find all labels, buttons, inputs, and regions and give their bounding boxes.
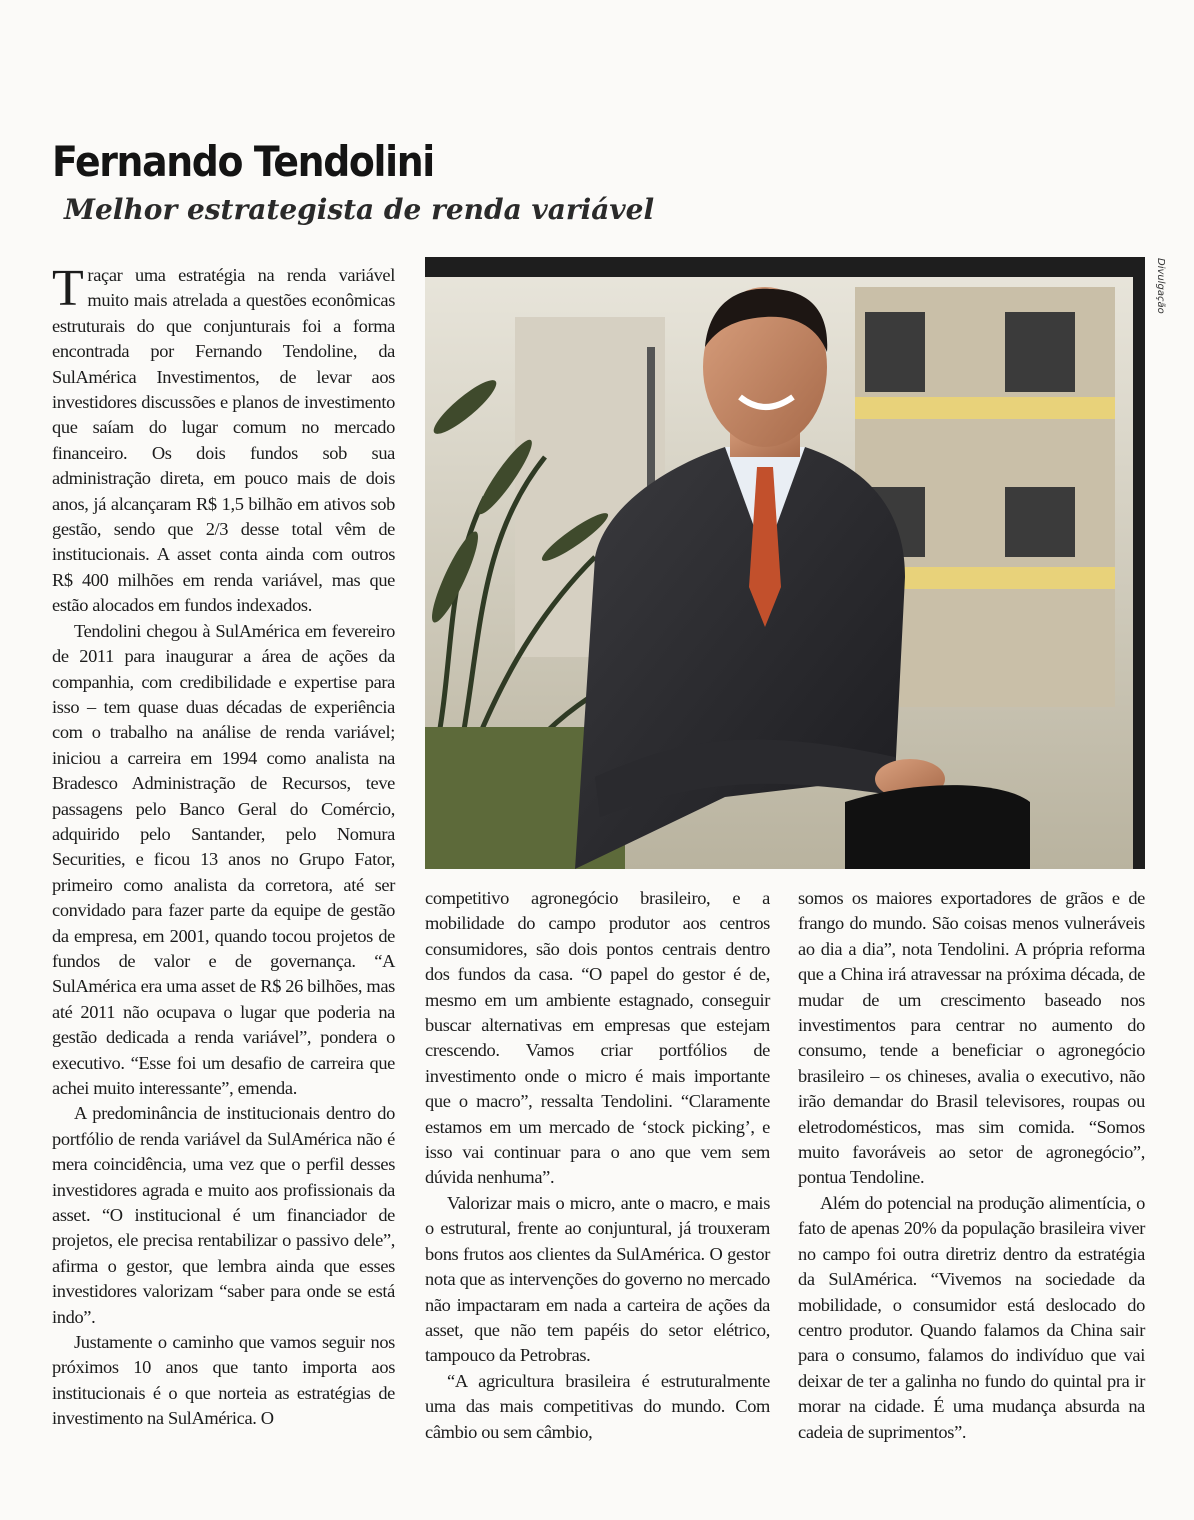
paragraph: Além do potencial na produção alimentícia, o fato de apenas 20% da população brasileira viver no campo foi outra diretriz dentro da estratégia da SulAmérica. “Vivemos na sociedade da mobilidade, o consumidor está deslocado do centro produtor. Quando falamos da China sair para o consumo, falamos do indivíduo que vai deixar de ter a galinha no fundo do quintal pra ir morar na cidade. É uma mudança absurda na cadeia de suprimentos”. <box>798 1192 1145 1442</box>
portrait-photo <box>425 257 1145 869</box>
paragraph: somos os maiores exportadores de grãos e de frango do mundo. São coisas menos vulneráveis ao dia a dia”, nota Tendolini. A própria reforma que a China irá atravessar na próxima década, de mudar de um crescimento baseado nos investimentos para centrar no aumento do consumo, tende a beneficiar o agronegócio brasileiro – os chineses, avalia o executivo, não irão demandar do Brasil televisores, roupas ou eletrodomésticos, mas sim comida. “Somos muito favoráveis ao setor de agronegócio”, pontua Tendoline. <box>798 888 1145 1188</box>
article-column-1 <box>52 260 395 1432</box>
paragraph: competitivo agronegócio brasileiro, e a mobilidade do campo produtor aos centros consumidores, são dois pontos centrais dentro dos fundos da casa. “O papel do gestor é de, mesmo em um ambiente estagnado, conseguir buscar alternativas em empresas que estejam crescendo. Vamos criar portfólios de investimento onde o micro é mais importante que o macro”, ressalta Tendolini. “Claramente estamos em um mercado de ‘stock picking’, e isso vai continuar para o ano que vem sem dúvida nenhuma”. <box>425 888 770 1188</box>
paragraph: Tendolini chegou à SulAmérica em fevereiro de 2011 para inaugurar a área de ações da companhia, com credibilidade e expertise para isso – tem quase duas décadas de experiência com o trabalho na análise de renda variável; iniciou a carreira em 1994 como analista na Bradesco Administração de Recursos, teve passagens pelo Banco Geral do Comércio, adquirido pelo Santander, pelo Nomura Securities, e ficou 13 anos no Grupo Fator, primeiro como analista da corretora, até ser convidado para fazer parte da equipe de gestão da empresa, em 2001, quando tocou projetos de fundos de valor e de governança. “A SulAmérica era uma asset de R$ 26 bilhões, mas até 2011 não ocupava o lugar que poderia na gestão dedicada a renda variável”, pondera o executivo. “Esse foi um desafio de carreira que achei muito interessante”, emenda. <box>52 620 395 1098</box>
article-column-2 <box>425 886 770 1445</box>
paragraph: Justamente o caminho que vamos seguir nos próximos 10 anos que tanto importa aos institucionais é o que norteia as estratégias de investimento na SulAmérica. O <box>52 1332 395 1429</box>
paragraph: “A agricultura brasileira é estruturalmente uma das mais competitivas do mundo. Com câmbio ou sem câmbio, <box>425 1370 770 1442</box>
paragraph: A predominância de institucionais dentro do portfólio de renda variável da SulAmérica não é mera coincidência, uma vez que o perfil desses investidores agrada e muito aos profissionais da asset. “O institucional é um financiador de projetos, ele precisa rentabilizar o passivo dele”, afirma o gestor, que lembra ainda que esses investidores valorizam “saber para onde se está indo”. <box>52 1103 395 1327</box>
article-column-3 <box>798 886 1145 1445</box>
paragraph: Traçar uma estratégia na renda variável muito mais atrelada a questões econômicas estruturais do que conjunturais foi a forma encontrada por Fernando Tendoline, da SulAmérica Investimentos, de levar aos investidores discussões e planos de investimento que saíam do lugar comum no mercado financeiro. Os dois fundos sob sua administração direta, em pouco mais de dois anos, já alcançaram R$ 1,5 bilhão em ativos sob gestão, sendo que 2/3 desse total vêm de institucionais. A asset conta ainda com outros R$ 400 milhões em renda variável, mas que estão alocados em fundos indexados. <box>52 260 395 616</box>
article-subtitle: Melhor estrategista de renda variável <box>64 193 655 226</box>
article-title: Fernando Tendolini <box>52 137 434 186</box>
photo-credit: Divulgação <box>1155 258 1166 314</box>
drop-cap: T <box>52 260 84 317</box>
paragraph: Valorizar mais o micro, ante o macro, e mais o estrutural, frente ao conjuntural, já trouxeram bons frutos aos clientes da SulAmérica. O gestor nota que as intervenções do governo no mercado não impactaram em nada a carteira de ações da asset, que não tem papéis do setor elétrico, tampouco da Petrobras. <box>425 1192 770 1366</box>
portrait-illustration <box>425 257 1145 869</box>
